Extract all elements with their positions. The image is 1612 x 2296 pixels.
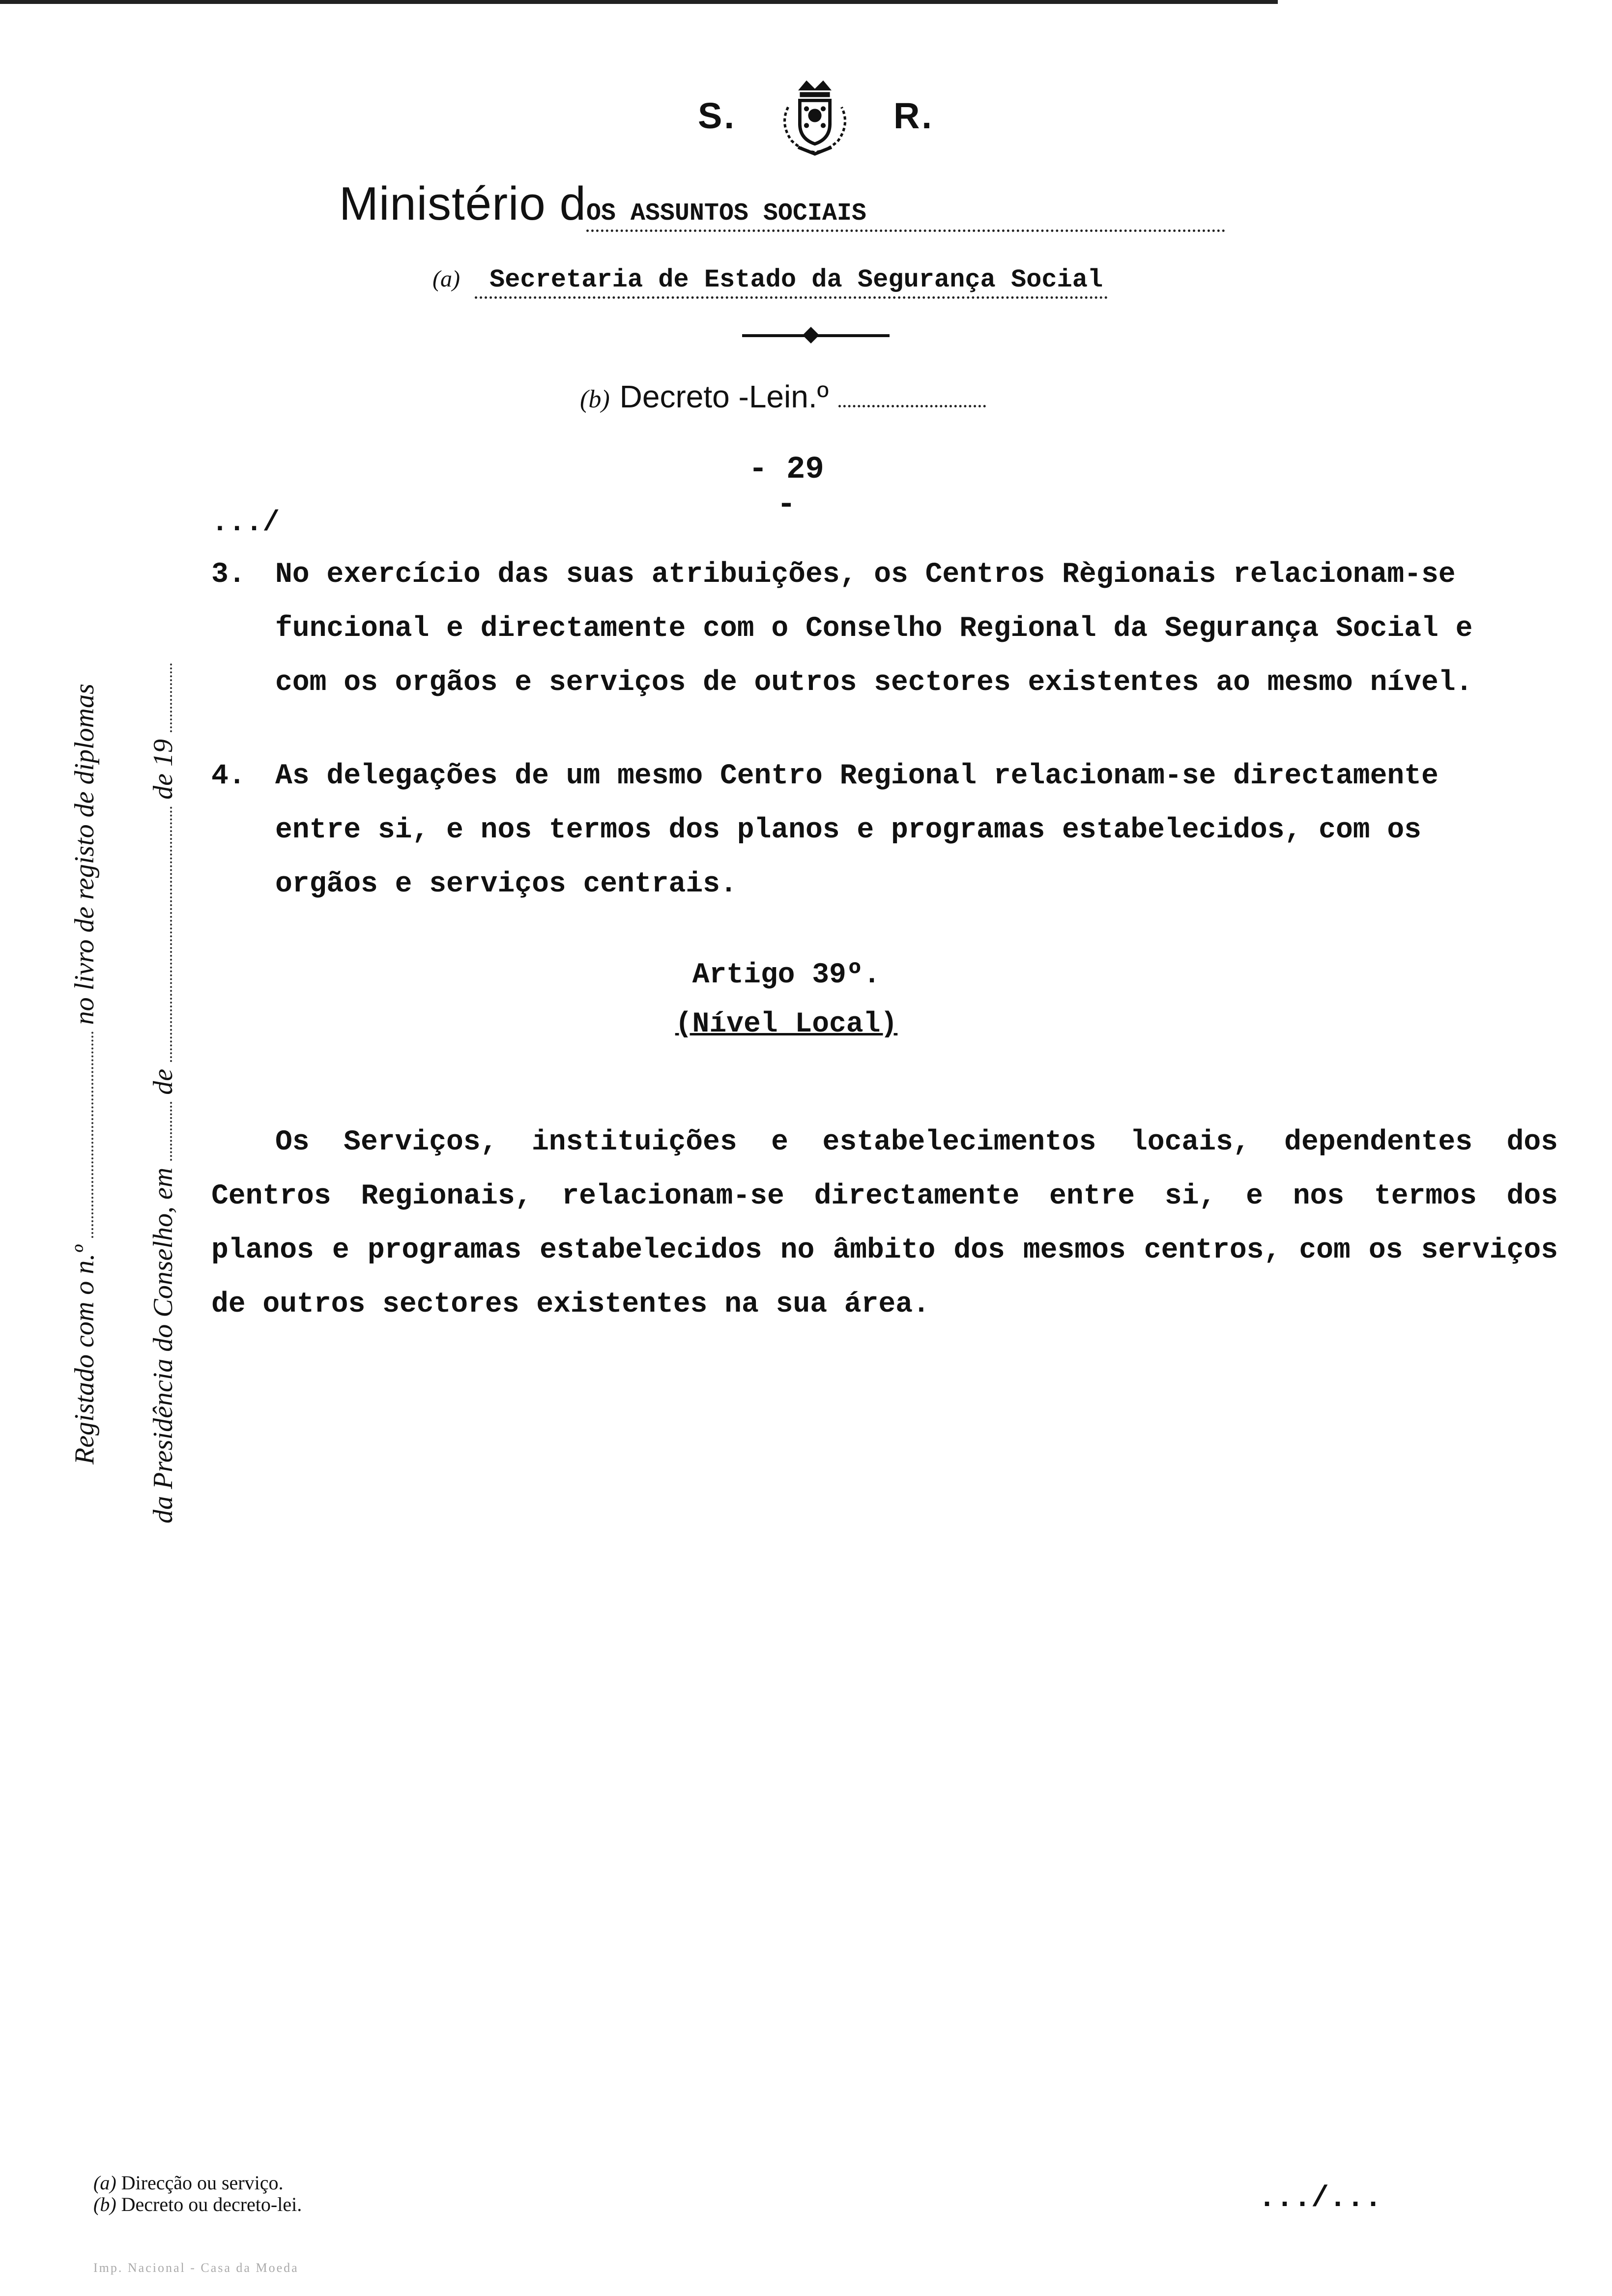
registration-number-field — [91, 1032, 93, 1238]
divider-diamond-icon — [803, 327, 819, 344]
footnote-b: (b) Decreto ou decreto-lei. — [93, 2193, 302, 2215]
continuation-mark: .../ — [211, 507, 280, 539]
letter-r: R. — [893, 95, 934, 136]
paragraph-number: 3. — [211, 559, 246, 591]
paragraph-4 — [211, 749, 1499, 912]
month-label: de — [148, 1068, 178, 1095]
paragraph-number: 4. — [211, 760, 246, 792]
secretaria-field: Secretaria de Estado da Segurança Social — [475, 265, 1108, 299]
year-field — [170, 663, 172, 732]
footnote-a: (a) Direcção ou serviço. — [93, 2172, 284, 2194]
day-field — [170, 1102, 172, 1161]
article-subtitle-text: (Nível Local) — [675, 1008, 898, 1040]
continue-mark: .../... — [1258, 2182, 1382, 2215]
secretaria-line — [432, 265, 1108, 294]
paragraph-text: No exercício das suas atribuições, os Centros Règionais relacionam-se funcional e directamente com o Conselho Regional da Segurança Social e com os orgãos e serviços de outros sectores existentes ao mesmo nível. — [275, 559, 1473, 699]
decreto-mark: (b) — [580, 385, 610, 413]
coat-of-arms-icon — [773, 74, 857, 157]
decreto-suffix: n.º — [791, 379, 829, 414]
ministry-heading — [339, 177, 1293, 232]
registration-line-1 — [69, 684, 100, 1464]
letter-s: S. — [698, 95, 736, 136]
registration-label: Registado com o n.º — [69, 1245, 100, 1464]
secretaria-mark: (a) — [432, 266, 460, 292]
article-paragraph: Os Serviços, instituições e estabelecimentos locais, dependentes dos Centros Regionais, relacionam-se directamente entre si, e nos termos dos planos e programas estabelecidos no âmbito dos mesmos centros, com os serviços de outros sectores existentes na sua área. — [211, 1126, 1558, 1320]
registration-line-2 — [147, 663, 179, 1523]
presidency-label: da Presidência do Conselho, em — [148, 1167, 178, 1523]
article-subtitle — [590, 998, 983, 1052]
month-field — [170, 806, 172, 1062]
article-title: Artigo 39º. — [692, 959, 881, 991]
registration-book-label: no livro de registo de diplomas — [69, 684, 100, 1025]
decreto-label: Decreto -Lei — [619, 379, 791, 414]
footnotes — [93, 2172, 302, 2215]
ministry-name-field: OS ASSUNTOS SOCIAIS — [586, 200, 1225, 232]
page-number: - 29 - — [748, 452, 824, 523]
decreto-number-field — [838, 405, 986, 407]
paragraph-text: As delegações de um mesmo Centro Regional relacionam-se directamente entre si, e nos termos dos planos e programas estabelecidos, com os orgãos e serviços centrais. — [275, 760, 1439, 900]
paragraph-3 — [211, 548, 1499, 710]
top-border-line — [0, 0, 1278, 4]
year-label: de 19 — [148, 739, 178, 800]
printer-line: Imp. Nacional - Casa da Moeda — [93, 2261, 299, 2275]
decreto-line — [580, 378, 986, 415]
letterhead-sr — [698, 74, 934, 157]
ministry-prefix: Ministério d — [339, 177, 586, 230]
